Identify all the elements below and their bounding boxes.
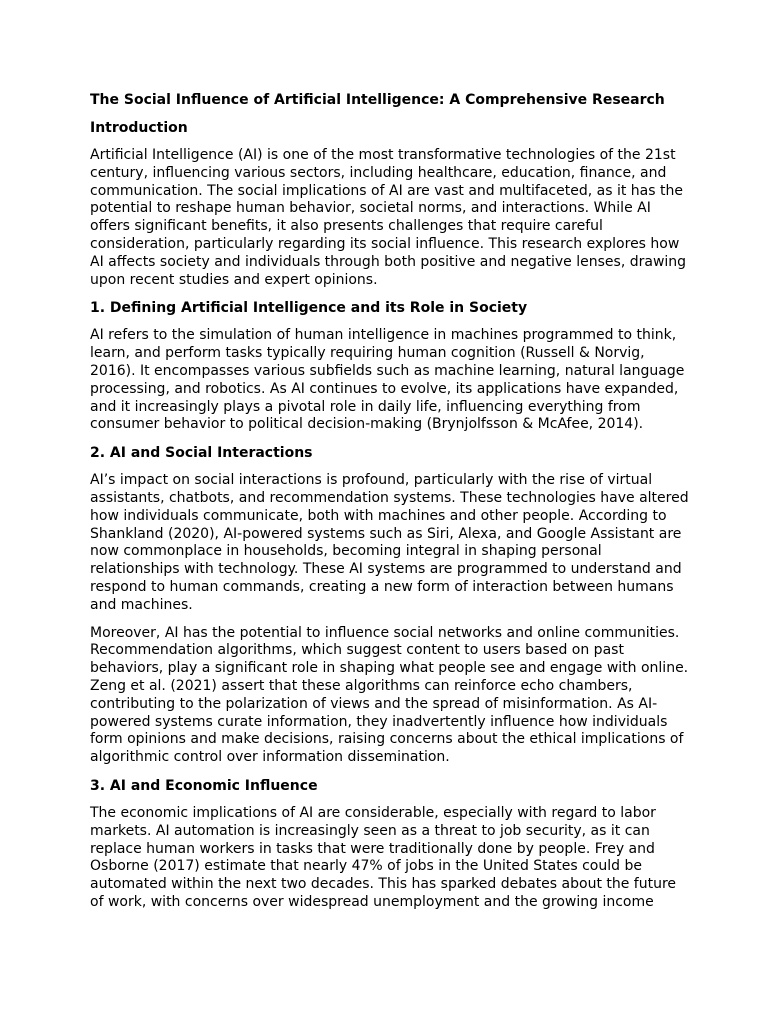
paragraph: Artificial Intelligence (AI) is one of the most transformative technologies of the 21st century, influencing various sectors, including healthcare, education, finance, and communication. The social implications of AI are vast and multifaceted, as it has the potential to reshape human behavior, societal norms, and interactions. While AI offers significant benefits, it also presents challenges that require careful consideration, particularly regarding its social influence. This research explores how AI affects society and individuals through both positive and negative lenses, drawing upon recent studies and expert opinions. (90, 147, 687, 288)
document-body (90, 91, 690, 922)
paragraph: Moreover, AI has the potential to influence social networks and online communities. Recommendation algorithms, which suggest content to users based on past behaviors, play a significant role in shaping what people see and engage with online. Zeng et al. (2021) assert that these algorithms can reinforce echo chambers, contributing to the polarization of views and the spread of misinformation. As AI-powered systems curate information, they inadvertently influence how individuals form opinions and make decisions, raising concerns about the ethical implications of algorithmic control over information dissemination. (90, 624, 689, 766)
document-title: The Social Influence of Artificial Intelligence: A Comprehensive Research (90, 92, 665, 108)
section-economic-influence (90, 777, 690, 912)
paragraph: AI’s impact on social interactions is profound, particularly with the rise of virtual assistants, chatbots, and recommendation systems. These technologies have altered how individuals communicate, both with machines and other people. According to Shankland (2020), AI-powered systems such as Siri, Alexa, and Google Assistant are now commonplace in households, becoming integral in shaping personal relationships with technology. These AI systems are programmed to understand and respond to human commands, creating a new form of interaction between humans and machines. (90, 472, 689, 613)
paragraph: The economic implications of AI are considerable, especially with regard to labor markets. AI automation is increasingly seen as a threat to job security, as it can replace human workers in tasks that were traditionally done by people. Frey and Osborne (2017) estimate that nearly 47% of jobs in the United States could be automated within the next two decades. This has sparked debates about the future of work, with concerns over widespread unemployment and the growing income (90, 804, 677, 910)
paragraph: AI refers to the simulation of human intelligence in machines programmed to think, learn, and perform tasks typically requiring human cognition (Russell & Norvig, 2016). It encompasses various subfields such as machine learning, natural language processing, and robotics. As AI continues to evolve, its applications have expanded, and it increasingly plays a pivotal role in daily life, influencing everything from consumer behavior to political decision-making (Brynjolfsson & McAfee, 2014). (90, 327, 685, 433)
section-heading: 3. AI and Economic Influence (90, 777, 318, 794)
section-heading: Introduction (90, 120, 188, 136)
section-social-interactions (90, 444, 690, 767)
section-heading: 2. AI and Social Interactions (90, 445, 313, 462)
section-defining-ai (90, 299, 690, 434)
section-introduction (90, 119, 690, 289)
section-heading: 1. Defining Artificial Intelligence and its Role in Society (90, 300, 528, 317)
